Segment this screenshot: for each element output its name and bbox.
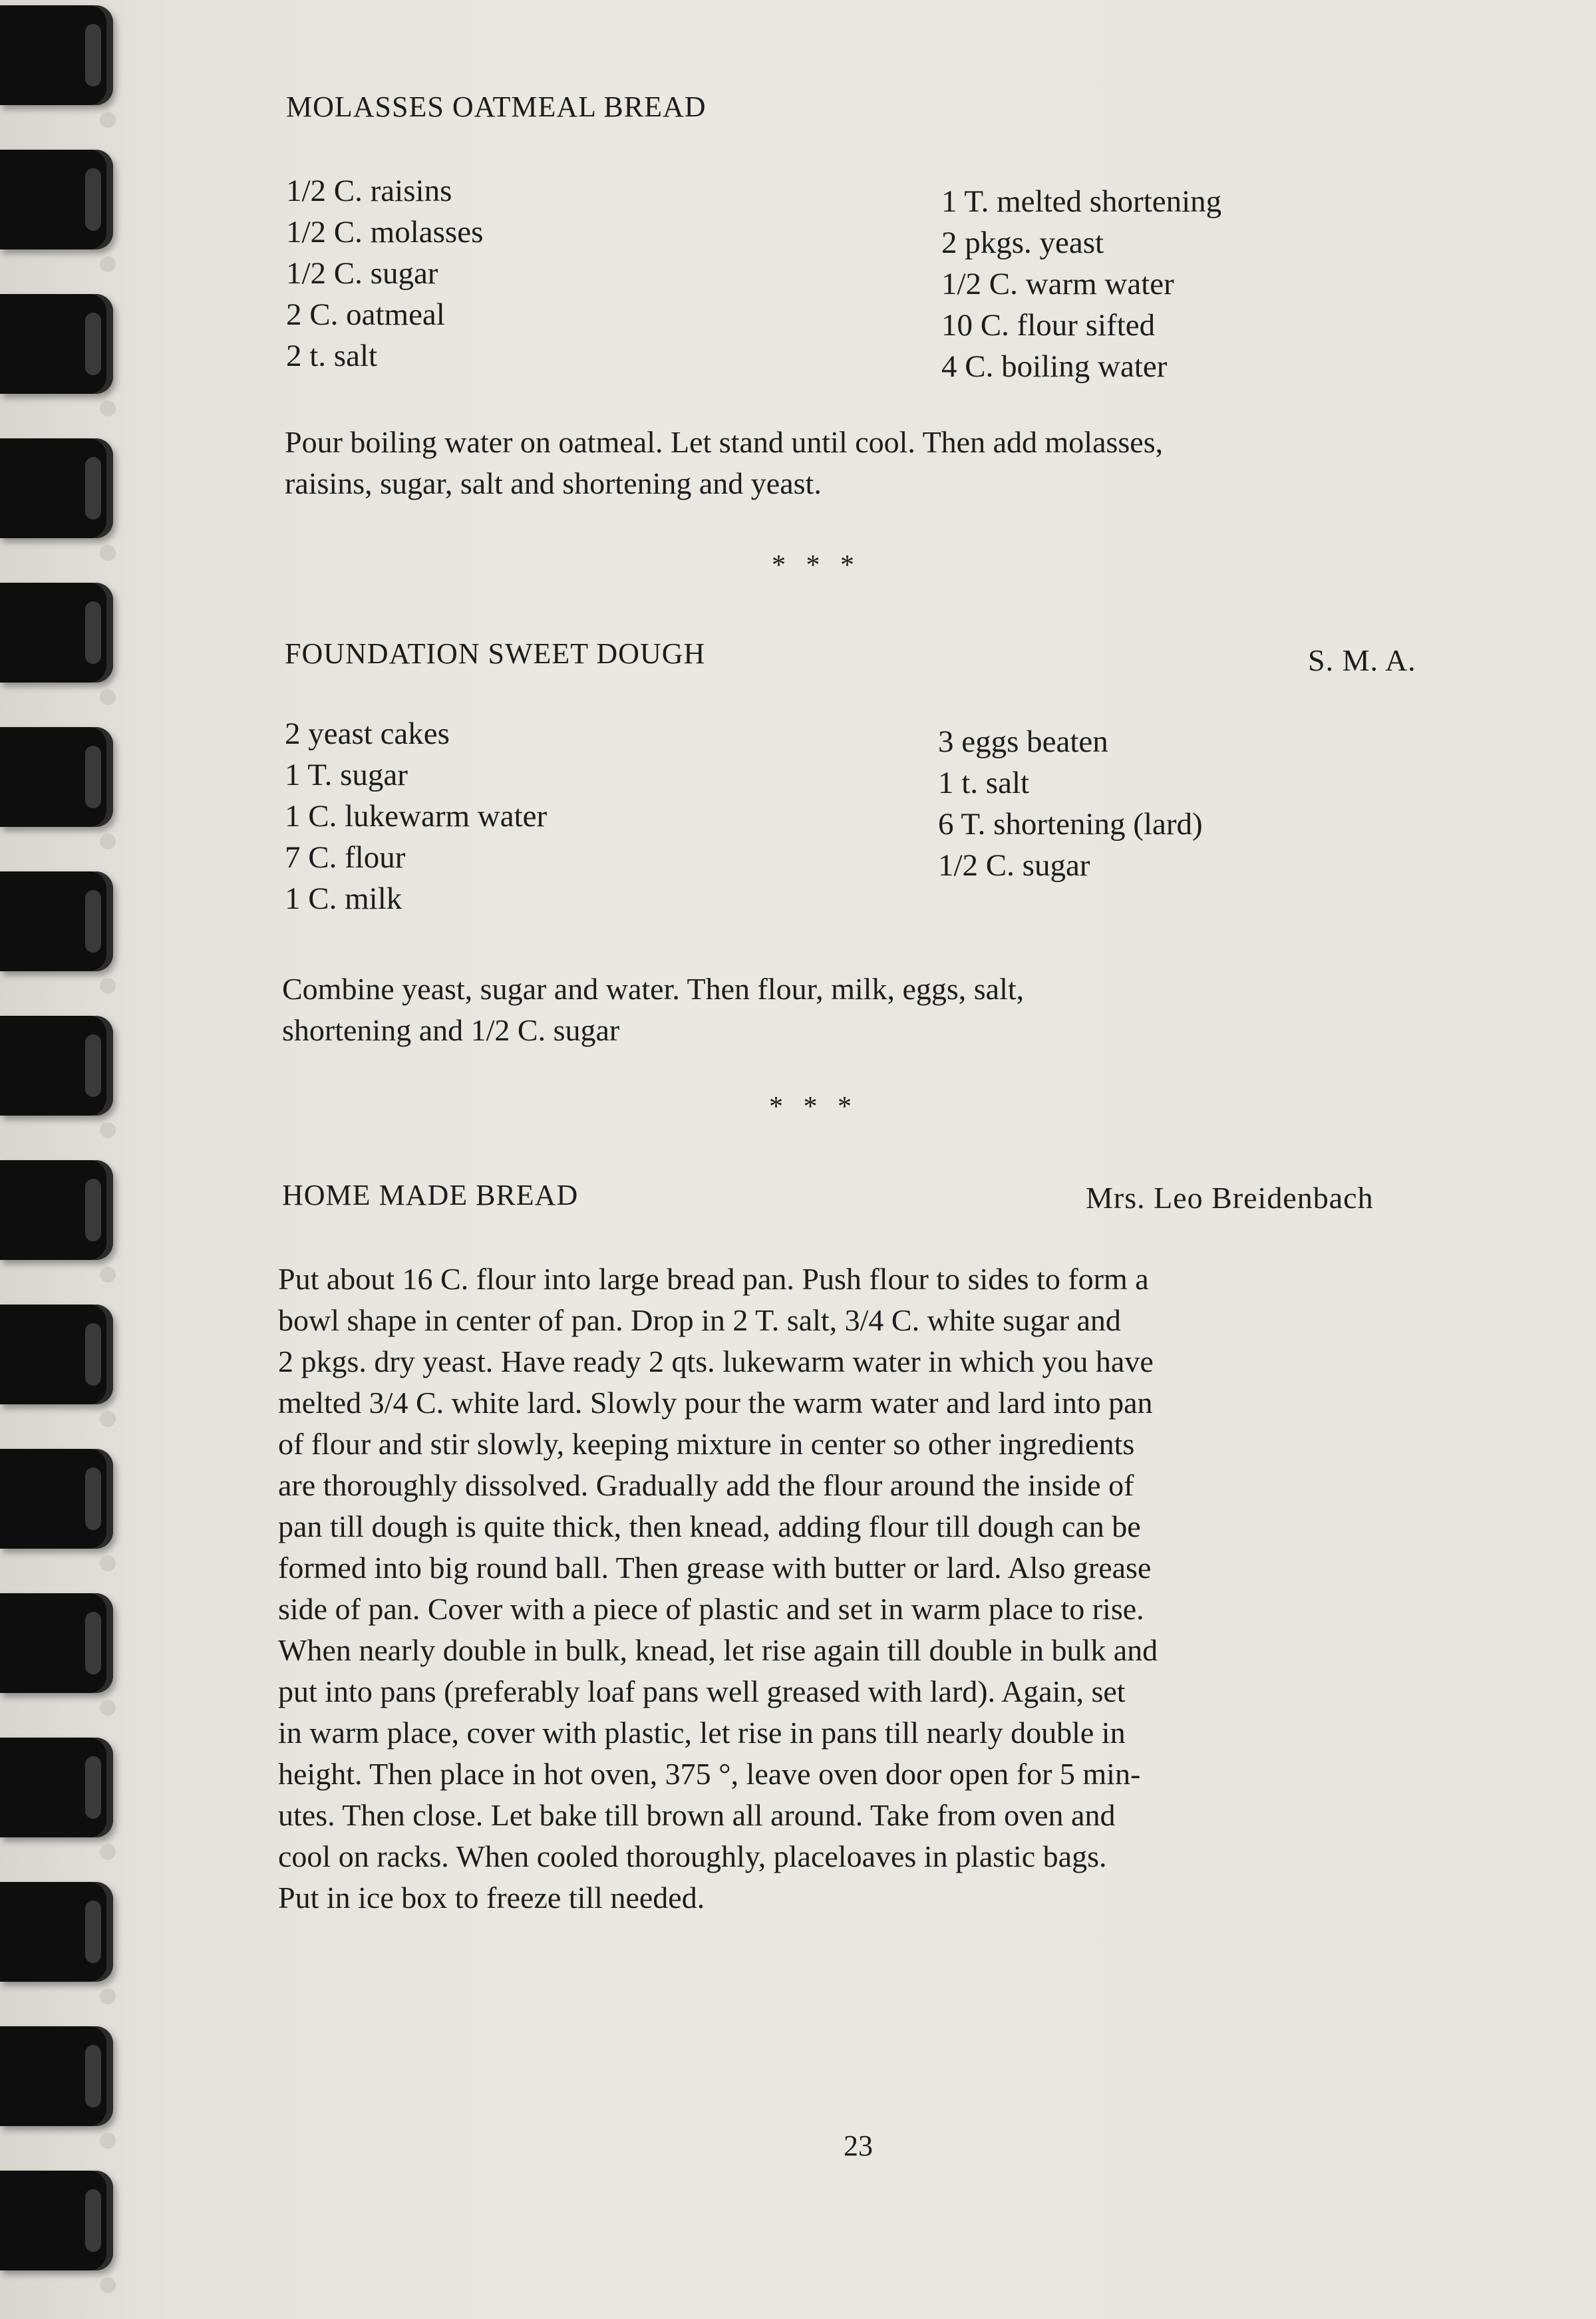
binding-coil [0, 1882, 113, 1982]
ingredient: 3 eggs beaten [938, 724, 1108, 759]
binding-coil [0, 2026, 113, 2126]
directions-line: side of pan. Cover with a piece of plastic and set in warm place to rise. [278, 1592, 1144, 1626]
directions-line: Combine yeast, sugar and water. Then flour, milk, eggs, salt, [282, 972, 1025, 1006]
binding-hole [100, 2277, 116, 2293]
recipe-directions [278, 1259, 1158, 1919]
ingredients-right [938, 721, 1203, 886]
binding-coil [0, 871, 113, 971]
binding-coil [0, 1016, 113, 1116]
binding-hole [100, 2133, 116, 2149]
directions-line: 2 pkgs. dry yeast. Have ready 2 qts. lukewarm water in which you have [278, 1344, 1154, 1378]
directions-line: Put about 16 C. flour into large bread pan. Push flour to sides to form a [278, 1262, 1149, 1296]
directions-line: Pour boiling water on oatmeal. Let stand until cool. Then add molasses, [285, 425, 1164, 459]
directions-line: When nearly double in bulk, knead, let rise again till double in bulk and [278, 1633, 1158, 1667]
binding-hole [100, 1555, 116, 1571]
binding-coil [0, 5, 113, 105]
binding-coil [0, 1160, 113, 1260]
binding-hole [100, 978, 116, 994]
ingredient: 1/2 C. molasses [286, 215, 484, 249]
directions-line: pan till dough is quite thick, then knead, adding flour till dough can be [278, 1509, 1141, 1543]
directions-line: melted 3/4 C. white lard. Slowly pour the warm water and lard into pan [278, 1386, 1153, 1420]
spiral-binding [0, 0, 126, 2319]
ingredient: 1/2 C. sugar [286, 256, 438, 291]
binding-coil [0, 2171, 113, 2270]
binding-coil [0, 1449, 113, 1549]
ingredient: 1/2 C. warm water [941, 267, 1174, 301]
ingredient: 2 C. oatmeal [286, 297, 445, 332]
directions-line: utes. Then close. Let bake till brown all around. Take from oven and [278, 1798, 1116, 1832]
section-separator: * * * [772, 550, 861, 581]
binding-hole [100, 834, 116, 850]
binding-hole [100, 400, 116, 416]
page-number: 23 [844, 2129, 873, 2162]
binding-coil [0, 438, 113, 538]
directions-line: of flour and stir slowly, keeping mixture in center so other ingredients [278, 1427, 1135, 1461]
binding-coil [0, 1593, 113, 1693]
ingredient: 1/2 C. raisins [286, 174, 452, 208]
ingredients-right [941, 181, 1221, 387]
ingredient: 7 C. flour [285, 840, 406, 875]
ingredient: 2 t. salt [286, 339, 378, 373]
section-separator: * * * [769, 1092, 858, 1122]
binding-hole [100, 1122, 116, 1138]
binding-coil [0, 727, 113, 827]
ingredients-left [285, 713, 547, 919]
directions-line: Put in ice box to freeze till needed. [278, 1881, 705, 1915]
directions-line: height. Then place in hot oven, 375 °, leave oven door open for 5 min- [278, 1757, 1141, 1791]
recipe-title: FOUNDATION SWEET DOUGH [285, 637, 706, 670]
binding-hole [100, 1844, 116, 1860]
ingredients-left [286, 170, 483, 377]
binding-coil [0, 1738, 113, 1837]
recipe-author: Mrs. Leo Breidenbach [1086, 1181, 1374, 1215]
binding-hole [100, 1267, 116, 1283]
binding-hole [100, 256, 116, 272]
directions-line: put into pans (preferably loaf pans well greased with lard). Again, set [278, 1674, 1126, 1708]
directions-line: are thoroughly dissolved. Gradually add the flour around the inside of [278, 1468, 1134, 1502]
binding-hole [100, 112, 116, 128]
binding-coil [0, 150, 113, 249]
ingredient: 1 C. lukewarm water [285, 799, 548, 834]
ingredient: 1/2 C. sugar [938, 848, 1090, 883]
recipe-author: S. M. A. [1308, 643, 1416, 677]
ingredient: 2 pkgs. yeast [941, 226, 1104, 260]
recipe-directions [285, 422, 1163, 504]
binding-hole [100, 1700, 116, 1716]
ingredient: 1 T. melted shortening [941, 184, 1222, 219]
ingredient: 1 T. sugar [285, 758, 408, 792]
binding-hole [100, 1988, 116, 2004]
directions-line: in warm place, cover with plastic, let rise in pans till nearly double in [278, 1716, 1126, 1750]
ingredient: 2 yeast cakes [285, 716, 450, 751]
recipe-title: HOME MADE BREAD [282, 1179, 579, 1211]
binding-hole [100, 1411, 116, 1427]
ingredient: 1 C. milk [285, 881, 402, 916]
ingredient: 1 t. salt [938, 766, 1030, 800]
directions-line: cool on racks. When cooled thoroughly, placeloaves in plastic bags. [278, 1839, 1107, 1873]
directions-line: formed into big round ball. Then grease with butter or lard. Also grease [278, 1551, 1152, 1585]
directions-line: raisins, sugar, salt and shortening and yeast. [285, 466, 822, 500]
binding-hole [100, 689, 116, 705]
ingredient: 10 C. flour sifted [941, 308, 1156, 343]
recipe-directions [282, 969, 1024, 1051]
ingredient: 6 T. shortening (lard) [938, 807, 1203, 842]
binding-coil [0, 1305, 113, 1404]
recipe-title: MOLASSES OATMEAL BREAD [286, 90, 707, 123]
directions-line: bowl shape in center of pan. Drop in 2 T. salt, 3/4 C. white sugar and [278, 1303, 1121, 1337]
ingredient: 4 C. boiling water [941, 349, 1168, 384]
binding-hole [100, 545, 116, 561]
binding-coil [0, 583, 113, 683]
binding-coil [0, 294, 113, 394]
directions-line: shortening and 1/2 C. sugar [282, 1013, 620, 1047]
